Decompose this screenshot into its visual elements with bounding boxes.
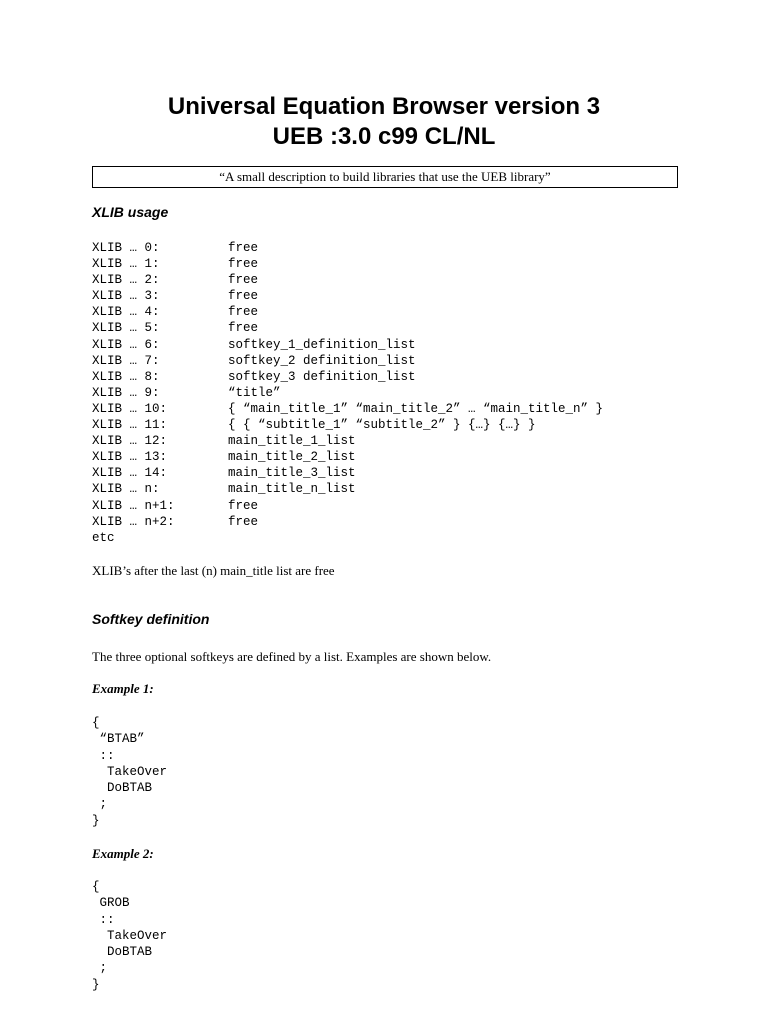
list-item <box>92 449 603 465</box>
xlib-value: softkey_3 definition_list <box>228 369 416 384</box>
xlib-key: XLIB … 4: <box>92 305 160 320</box>
code-line: } <box>92 977 100 992</box>
code-line: TakeOver <box>92 764 168 779</box>
xlib-key: XLIB … 11: <box>92 418 168 433</box>
xlib-key: XLIB … 3: <box>92 289 160 304</box>
xlib-key: XLIB … 5: <box>92 321 160 336</box>
xlib-value: free <box>228 514 259 529</box>
softkey-intro: The three optional softkeys are defined by a list. Examples are shown below. <box>92 649 492 664</box>
list-item <box>92 304 603 320</box>
list-item <box>92 465 603 481</box>
xlib-key: XLIB … 7: <box>92 353 160 368</box>
xlib-value: free <box>228 305 259 320</box>
list-item <box>92 353 603 369</box>
xlib-key: XLIB … 6: <box>92 337 160 352</box>
example-2-code <box>92 879 167 993</box>
code-line: DoBTAB <box>92 945 153 960</box>
xlib-key: XLIB … 14: <box>92 466 168 481</box>
xlib-value: { “main_title_1” “main_title_2” … “main_title_n” } <box>228 401 604 416</box>
list-item <box>92 272 603 288</box>
list-item <box>92 481 603 497</box>
description-box: “A small description to build libraries that use the UEB library” <box>92 166 678 188</box>
code-line: :: <box>92 748 115 763</box>
xlib-value: softkey_2 definition_list <box>228 353 416 368</box>
xlib-key: XLIB … 13: <box>92 450 168 465</box>
xlib-key: XLIB … 2: <box>92 273 160 288</box>
code-line: { <box>92 880 100 894</box>
xlib-key: XLIB … 10: <box>92 401 168 416</box>
example-2-label: Example 2: <box>92 846 154 861</box>
xlib-value: softkey_1_definition_list <box>228 337 416 352</box>
xlib-key: XLIB … 8: <box>92 369 160 384</box>
list-item <box>92 433 603 449</box>
xlib-key: etc <box>92 530 115 545</box>
xlib-value: main_title_2_list <box>228 450 356 465</box>
xlib-value: main_title_3_list <box>228 466 356 481</box>
xlib-usage-list <box>92 240 603 546</box>
list-item <box>92 369 603 385</box>
xlib-key: XLIB … 0: <box>92 241 160 255</box>
list-item <box>92 385 603 401</box>
example-1-label: Example 1: <box>92 681 154 696</box>
xlib-key: XLIB … n+1: <box>92 498 175 513</box>
code-line: { <box>92 716 100 730</box>
xlib-note: XLIB’s after the last (n) main_title list are free <box>92 563 335 578</box>
document-version-title: UEB :3.0 c99 CL/NL <box>272 123 496 150</box>
list-item <box>92 530 603 546</box>
softkey-definition-heading: Softkey definition <box>92 611 210 627</box>
code-line: TakeOver <box>92 928 168 943</box>
xlib-value: free <box>228 289 259 304</box>
code-line: :: <box>92 912 115 927</box>
xlib-value: main_title_n_list <box>228 482 356 497</box>
code-line: ; <box>92 961 108 976</box>
code-line: ; <box>92 797 108 812</box>
xlib-value: free <box>228 498 259 513</box>
code-line: DoBTAB <box>92 781 153 796</box>
xlib-value: free <box>228 321 259 336</box>
list-item <box>92 514 603 530</box>
list-item <box>92 417 603 433</box>
xlib-key: XLIB … 1: <box>92 257 160 272</box>
list-item <box>92 240 603 256</box>
list-item <box>92 256 603 272</box>
document-title: Universal Equation Browser version 3 <box>167 93 601 120</box>
xlib-value: “title” <box>228 385 281 400</box>
xlib-value: free <box>228 257 259 272</box>
code-line: “BTAB” <box>92 732 145 747</box>
xlib-key: XLIB … 9: <box>92 385 160 400</box>
list-item <box>92 288 603 304</box>
xlib-key: XLIB … 12: <box>92 434 168 449</box>
list-item <box>92 401 603 417</box>
xlib-value: { { “subtitle_1” “subtitle_2” } {…} {…} } <box>228 418 536 433</box>
xlib-value: free <box>228 241 259 255</box>
code-line: GROB <box>92 896 130 911</box>
xlib-key: XLIB … n+2: <box>92 514 175 529</box>
list-item <box>92 498 603 514</box>
xlib-value: free <box>228 273 259 288</box>
xlib-value: main_title_1_list <box>228 434 356 449</box>
xlib-key: XLIB … n: <box>92 482 160 497</box>
code-line: } <box>92 813 100 828</box>
list-item <box>92 337 603 353</box>
list-item <box>92 320 603 336</box>
example-1-code <box>92 715 167 829</box>
xlib-usage-heading: XLIB usage <box>92 204 169 220</box>
